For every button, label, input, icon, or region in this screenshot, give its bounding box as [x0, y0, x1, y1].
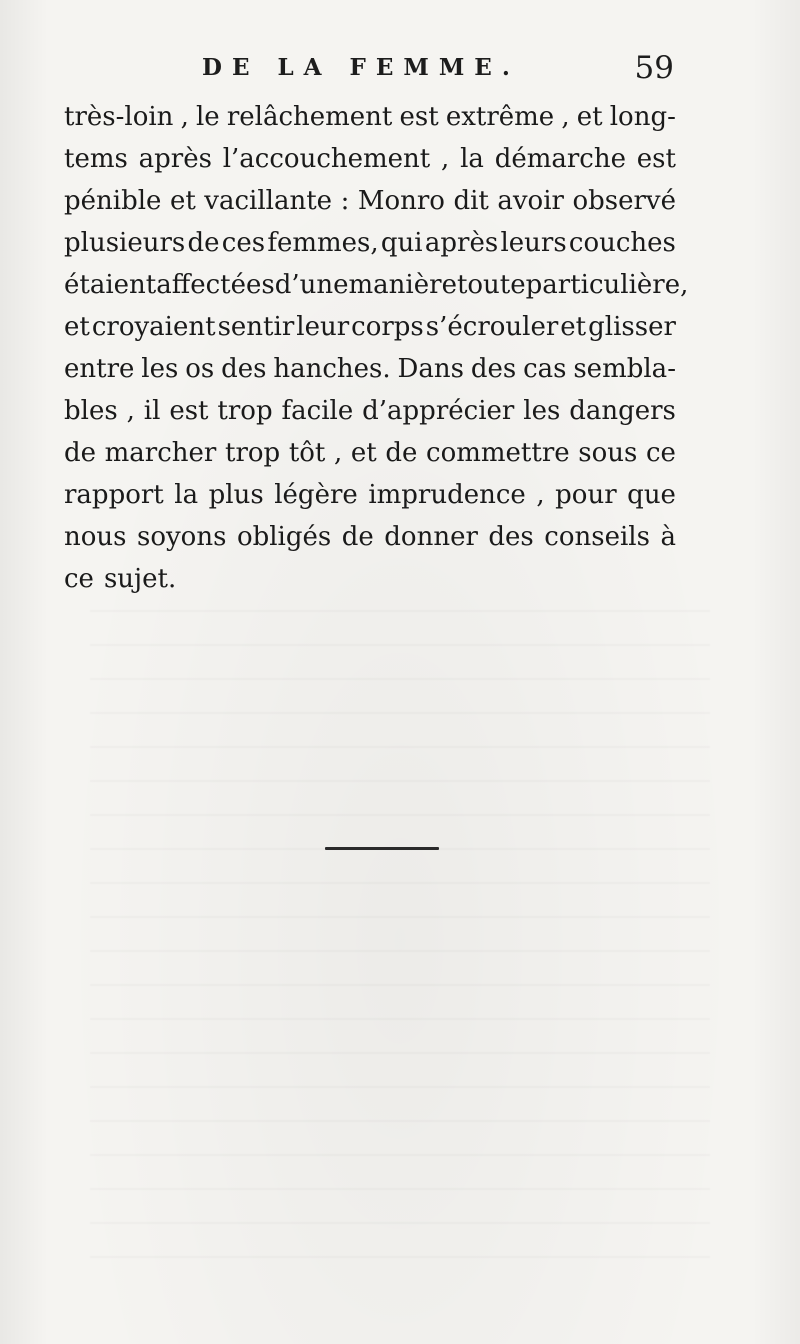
- text-word: glisser: [588, 312, 676, 342]
- text-word: croyaient: [91, 312, 216, 342]
- text-word: observé: [572, 186, 676, 216]
- text-word: nous: [64, 522, 127, 552]
- text-line: [64, 432, 676, 474]
- text-word: l’accouchement: [222, 144, 431, 174]
- text-word: donner: [384, 522, 478, 552]
- text-word: ,: [180, 102, 189, 132]
- text-word: après: [424, 228, 499, 258]
- text-word: trop: [225, 438, 281, 468]
- text-word: le: [195, 102, 220, 132]
- text-word: étaient: [64, 270, 157, 300]
- text-word: très-loin: [64, 102, 174, 132]
- text-word: est: [399, 102, 439, 132]
- text-word: dit: [453, 186, 489, 216]
- text-line: [64, 222, 676, 264]
- text-word: plusieurs: [64, 228, 186, 258]
- text-word: particulière,: [525, 270, 689, 300]
- text-word: conseils: [544, 522, 650, 552]
- text-word: femmes,: [267, 228, 379, 258]
- text-word: pour: [555, 480, 617, 510]
- text-word: ,: [441, 144, 450, 174]
- text-word: sujet.: [103, 564, 177, 594]
- text-word: imprudence: [368, 480, 526, 510]
- text-line: [64, 390, 676, 432]
- text-word: tôt: [288, 438, 326, 468]
- text-word: commettre: [426, 438, 570, 468]
- text-word: corps: [351, 312, 424, 342]
- text-word: ,: [334, 438, 343, 468]
- text-word: et: [64, 312, 90, 342]
- section-rule: [325, 847, 439, 850]
- text-word: extrême: [445, 102, 555, 132]
- text-word: les: [141, 354, 179, 384]
- text-word: hanches.: [273, 354, 391, 384]
- text-word: cas: [523, 354, 567, 384]
- body-text: [64, 96, 689, 600]
- text-line: [64, 138, 676, 180]
- text-word: ,: [536, 480, 545, 510]
- text-word: des: [488, 522, 534, 552]
- text-line: [64, 516, 676, 558]
- text-word: et: [350, 438, 377, 468]
- text-word: des: [470, 354, 517, 384]
- text-word: de: [64, 438, 97, 468]
- text-word: des: [221, 354, 267, 384]
- text-line: [64, 558, 676, 600]
- text-word: s’écrouler: [425, 312, 559, 342]
- page-header: [64, 50, 674, 90]
- text-word: ce: [64, 564, 94, 594]
- text-word: ce: [645, 438, 676, 468]
- text-line: [64, 474, 676, 516]
- text-word: sous: [578, 438, 638, 468]
- text-word: ,: [126, 396, 135, 426]
- text-line: [64, 180, 676, 222]
- text-word: sembla-: [573, 354, 676, 384]
- text-word: marcher: [104, 438, 217, 468]
- text-word: leurs: [500, 228, 567, 258]
- text-word: manière: [348, 270, 457, 300]
- text-line: [64, 264, 689, 306]
- show-through-bleed: [90, 610, 710, 1270]
- text-word: rapport: [64, 480, 164, 510]
- text-word: plus: [208, 480, 264, 510]
- text-word: avoir: [497, 186, 564, 216]
- text-word: est: [169, 396, 209, 426]
- text-word: ,: [561, 102, 570, 132]
- text-word: leur: [296, 312, 350, 342]
- text-word: est: [636, 144, 676, 174]
- text-word: d’une: [274, 270, 349, 300]
- text-word: dangers: [569, 396, 676, 426]
- running-head: DE LA FEMME.: [202, 54, 520, 81]
- text-line: [64, 348, 676, 390]
- text-word: la: [174, 480, 199, 510]
- text-word: relâchement: [226, 102, 393, 132]
- text-word: trop: [217, 396, 273, 426]
- text-word: la: [460, 144, 484, 174]
- text-word: que: [627, 480, 676, 510]
- text-line: [64, 96, 676, 138]
- text-word: qui: [380, 228, 423, 258]
- text-word: Monro: [357, 186, 445, 216]
- text-word: affectées: [156, 270, 275, 300]
- text-word: de: [341, 522, 374, 552]
- text-word: obligés: [236, 522, 332, 552]
- text-word: de: [385, 438, 418, 468]
- text-word: légère: [274, 480, 358, 510]
- text-word: tems: [64, 144, 128, 174]
- text-word: après: [138, 144, 212, 174]
- text-word: sentir: [217, 312, 295, 342]
- text-word: et: [576, 102, 603, 132]
- text-word: Dans: [397, 354, 464, 384]
- text-word: entre: [64, 354, 135, 384]
- text-word: ces: [221, 228, 266, 258]
- text-word: vacillante: [204, 186, 333, 216]
- text-line: [64, 306, 676, 348]
- text-word: os: [185, 354, 215, 384]
- text-word: soyons: [137, 522, 227, 552]
- text-word: :: [340, 186, 350, 216]
- text-word: les: [523, 396, 561, 426]
- text-word: pénible: [64, 186, 162, 216]
- text-word: bles: [64, 396, 118, 426]
- text-word: d’apprécier: [362, 396, 515, 426]
- page-number: 59: [634, 50, 674, 86]
- text-word: facile: [281, 396, 354, 426]
- text-word: à: [660, 522, 676, 552]
- text-word: de: [187, 228, 220, 258]
- text-word: toute: [456, 270, 526, 300]
- text-word: il: [143, 396, 161, 426]
- text-word: démarche: [494, 144, 626, 174]
- text-word: couches: [568, 228, 676, 258]
- text-word: et: [560, 312, 587, 342]
- text-word: et: [169, 186, 196, 216]
- text-word: long-: [609, 102, 676, 132]
